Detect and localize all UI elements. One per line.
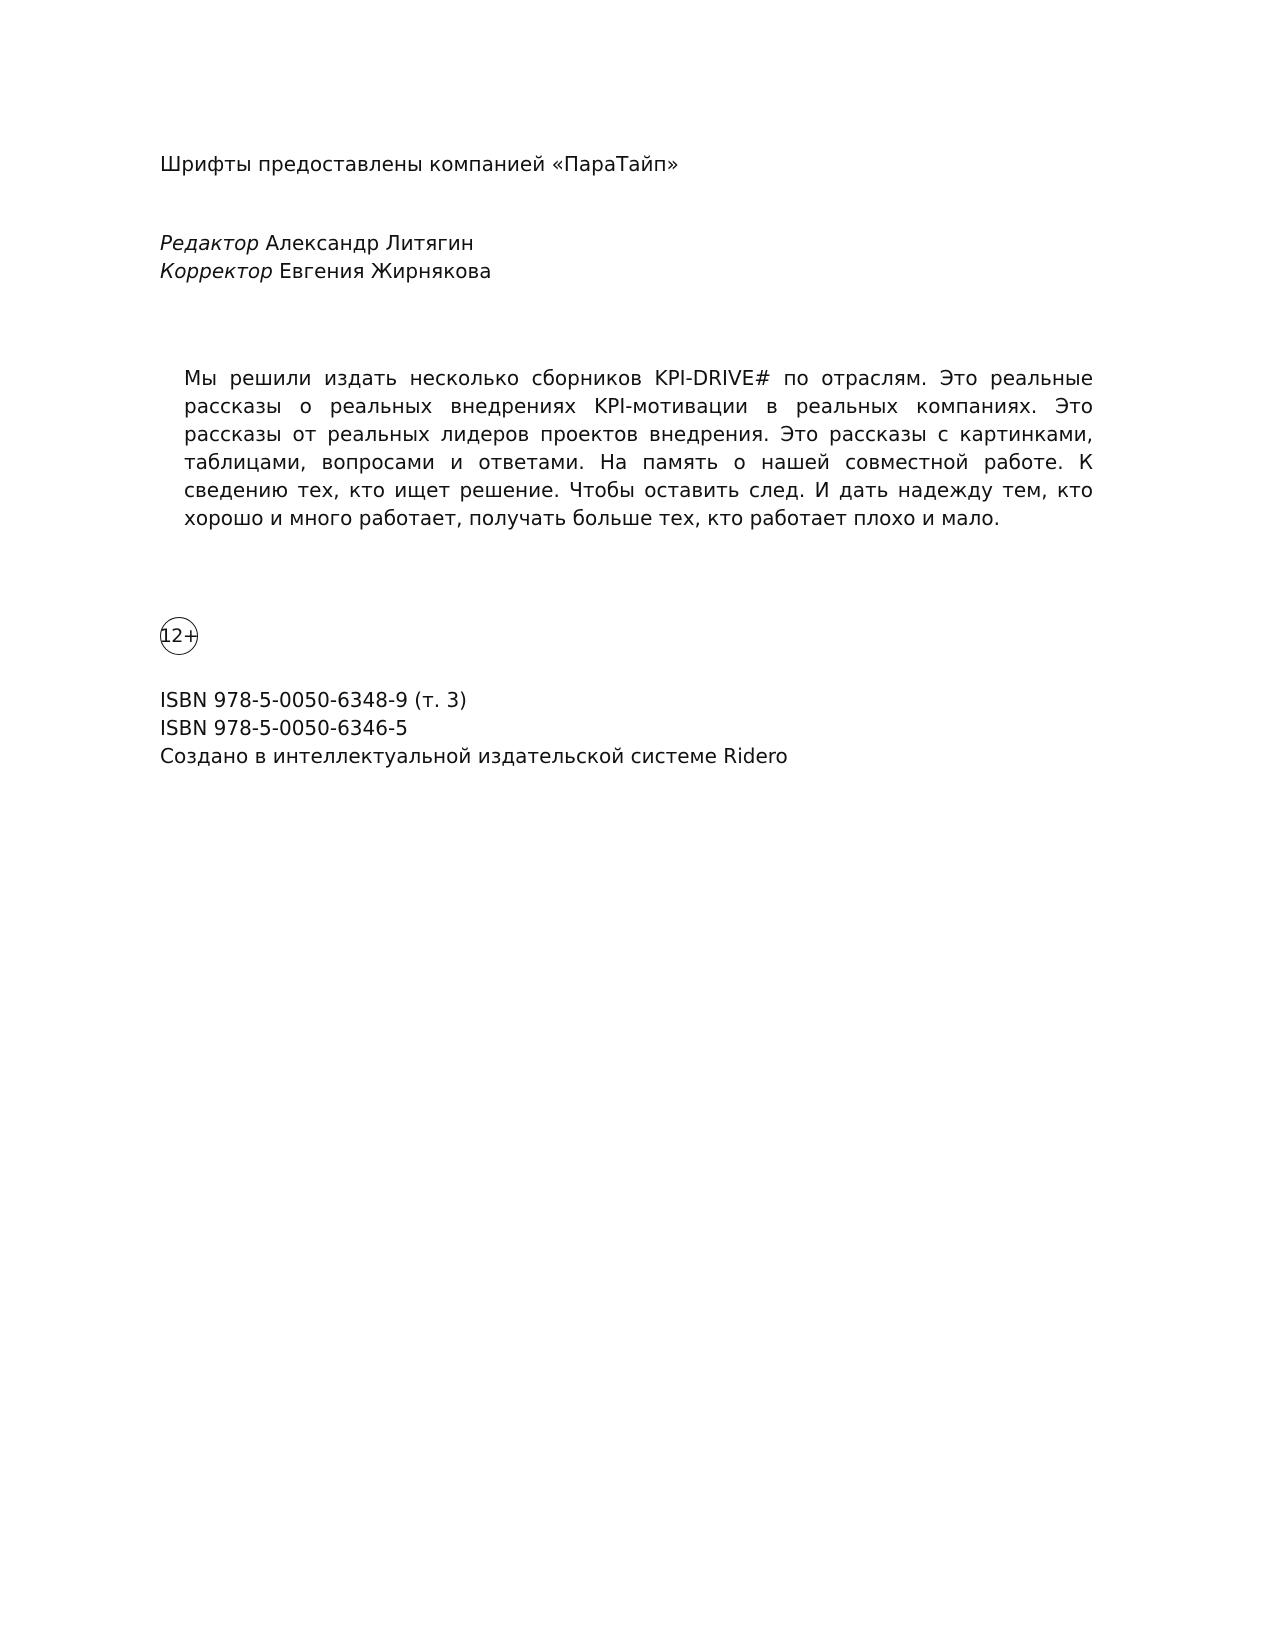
editor-role: Редактор xyxy=(160,231,260,255)
corrector-name: Евгения Жирнякова xyxy=(279,259,492,283)
age-rating-badge: 12+ xyxy=(160,617,198,655)
publisher-note: Создано в интеллектуальной издательской системе Ridero xyxy=(160,744,788,768)
isbn-volume: ISBN 978-5-0050-6348-9 (т. 3) xyxy=(160,688,467,712)
corrector-credit xyxy=(160,257,492,285)
editor-name: Александр Литягин xyxy=(265,231,474,255)
editor-credit xyxy=(160,229,474,257)
fonts-credit: Шрифты предоставлены компанией «ПараТайп» xyxy=(160,152,679,176)
corrector-role: Корректор xyxy=(160,259,273,283)
isbn-set: ISBN 978-5-0050-6346-5 xyxy=(160,716,408,740)
book-annotation: Мы решили издать несколько сборников KPI-DRIVE# по отраслям. Это реальные рассказы о реальных внедрениях KPI-мотивации в реальных компаниях. Это рассказы от реальных лидеров проектов внедрения. Это рассказы с картинками, таблицами, вопросами и ответами. На память о нашей совместной работе. К сведению тех, кто ищет решение. Чтобы оставить след. И дать надежду тем, кто хорошо и много работает, получать больше тех, кто работает плохо и мало. xyxy=(184,366,1093,530)
